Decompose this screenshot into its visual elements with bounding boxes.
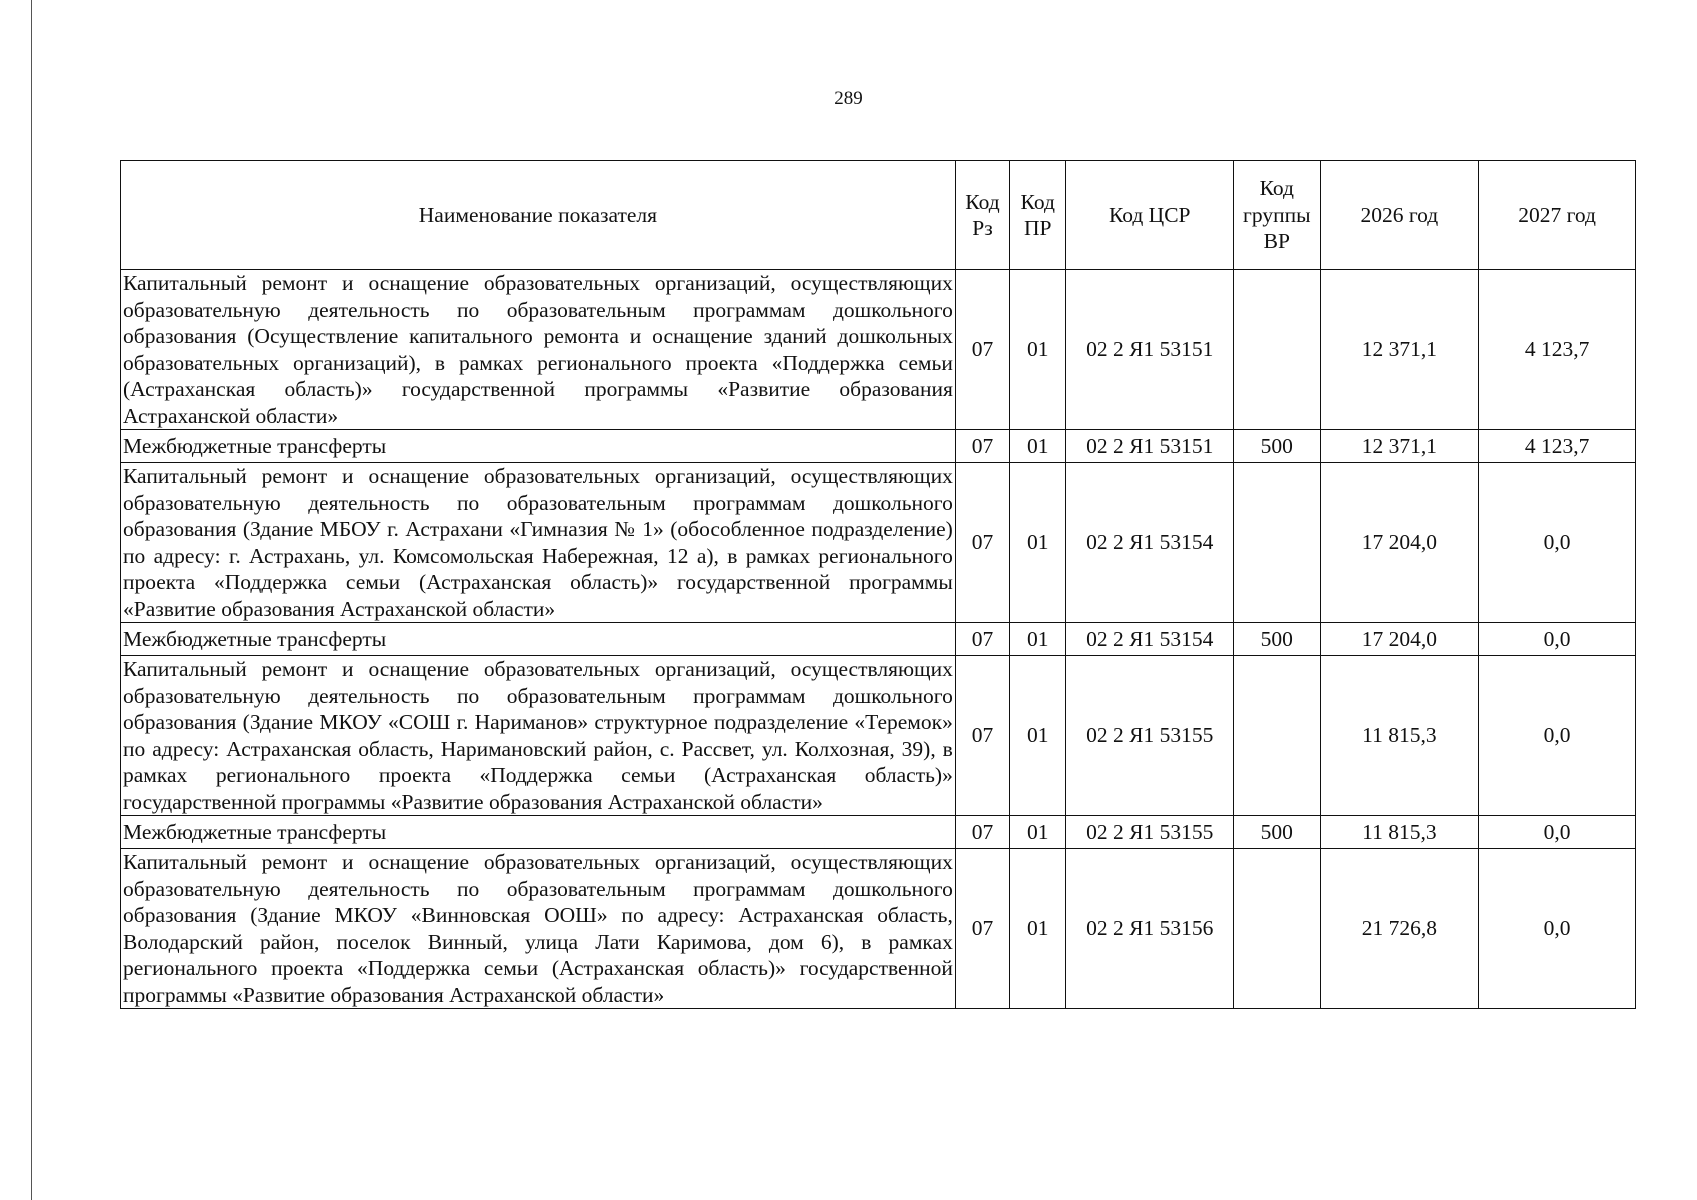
row-csr: 02 2 Я1 53151 [1066,270,1234,430]
header-2026: 2026 год [1320,161,1479,270]
header-rz: Код Рз [955,161,1009,270]
row-pr: 01 [1010,270,1066,430]
row-vr: 500 [1234,623,1320,656]
row-2026: 17 204,0 [1320,463,1479,623]
row-2027: 0,0 [1479,623,1636,656]
table-row [121,270,1636,430]
row-2027: 0,0 [1479,656,1636,816]
row-2027: 4 123,7 [1479,430,1636,463]
row-2027: 0,0 [1479,463,1636,623]
header-csr: Код ЦСР [1066,161,1234,270]
table-row [121,430,1636,463]
row-name: Межбюджетные трансферты [121,623,956,656]
row-pr: 01 [1010,430,1066,463]
row-csr: 02 2 Я1 53156 [1066,849,1234,1009]
row-2026: 12 371,1 [1320,270,1479,430]
header-pr: Код ПР [1010,161,1066,270]
budget-table [120,160,1636,1009]
row-vr: 500 [1234,430,1320,463]
row-2027: 0,0 [1479,849,1636,1009]
table-row [121,463,1636,623]
row-vr [1234,849,1320,1009]
row-2026: 11 815,3 [1320,656,1479,816]
row-2027: 4 123,7 [1479,270,1636,430]
row-vr [1234,270,1320,430]
table-header-row [121,161,1636,270]
row-rz: 07 [955,623,1009,656]
row-rz: 07 [955,463,1009,623]
row-pr: 01 [1010,623,1066,656]
row-rz: 07 [955,656,1009,816]
row-pr: 01 [1010,849,1066,1009]
row-csr: 02 2 Я1 53155 [1066,816,1234,849]
row-vr [1234,656,1320,816]
row-name: Межбюджетные трансферты [121,816,956,849]
header-name: Наименование показателя [121,161,956,270]
row-vr: 500 [1234,816,1320,849]
table-row [121,816,1636,849]
left-margin-line [31,0,32,1200]
row-pr: 01 [1010,816,1066,849]
table-row [121,623,1636,656]
row-pr: 01 [1010,463,1066,623]
row-rz: 07 [955,816,1009,849]
row-2026: 12 371,1 [1320,430,1479,463]
page-number: 289 [834,88,863,109]
row-name: Межбюджетные трансферты [121,430,956,463]
row-pr: 01 [1010,656,1066,816]
row-2027: 0,0 [1479,816,1636,849]
header-vr: Код группы ВР [1234,161,1320,270]
row-vr [1234,463,1320,623]
header-2027: 2027 год [1479,161,1636,270]
row-2026: 21 726,8 [1320,849,1479,1009]
row-rz: 07 [955,430,1009,463]
row-2026: 17 204,0 [1320,623,1479,656]
row-rz: 07 [955,270,1009,430]
row-csr: 02 2 Я1 53151 [1066,430,1234,463]
table-row [121,849,1636,1009]
row-rz: 07 [955,849,1009,1009]
row-name: Капитальный ремонт и оснащение образовательных организаций, осуществляющих образовательную деятельность по образовательным программам дошкольного образования (Здание МБОУ г. Астрахани «Гимназия № 1» (обособленное подразделение) по адресу: г. Астрахань, ул. Комсомольская Набережная, 12 а), в рамках регионального проекта «Поддержка семьи (Астраханская область)» государственной программы «Развитие образования Астраханской области» [121,463,956,623]
row-csr: 02 2 Я1 53154 [1066,463,1234,623]
row-name: Капитальный ремонт и оснащение образовательных организаций, осуществляющих образовательную деятельность по образовательным программам дошкольного образования (Здание МКОУ «Винновская ООШ» по адресу: Астраханская область, Володарский район, поселок Винный, улица Лати Каримова, дом 6), в рамках регионального проекта «Поддержка семьи (Астраханская область)» государственной программы «Развитие образования Астраханской области» [121,849,956,1009]
row-csr: 02 2 Я1 53154 [1066,623,1234,656]
row-csr: 02 2 Я1 53155 [1066,656,1234,816]
row-2026: 11 815,3 [1320,816,1479,849]
row-name: Капитальный ремонт и оснащение образовательных организаций, осуществляющих образовательную деятельность по образовательным программам дошкольного образования (Осуществление капитального ремонта и оснащение зданий дошкольных образовательных организаций), в рамках регионального проекта «Поддержка семьи (Астраханская область)» государственной программы «Развитие образования Астраханской области» [121,270,956,430]
table-row [121,656,1636,816]
row-name: Капитальный ремонт и оснащение образовательных организаций, осуществляющих образовательную деятельность по образовательным программам дошкольного образования (Здание МКОУ «СОШ г. Нариманов» структурное подразделение «Теремок» по адресу: Астраханская область, Наримановский район, с. Рассвет, ул. Колхозная, 39), в рамках регионального проекта «Поддержка семьи (Астраханская область)» государственной программы «Развитие образования Астраханской области» [121,656,956,816]
